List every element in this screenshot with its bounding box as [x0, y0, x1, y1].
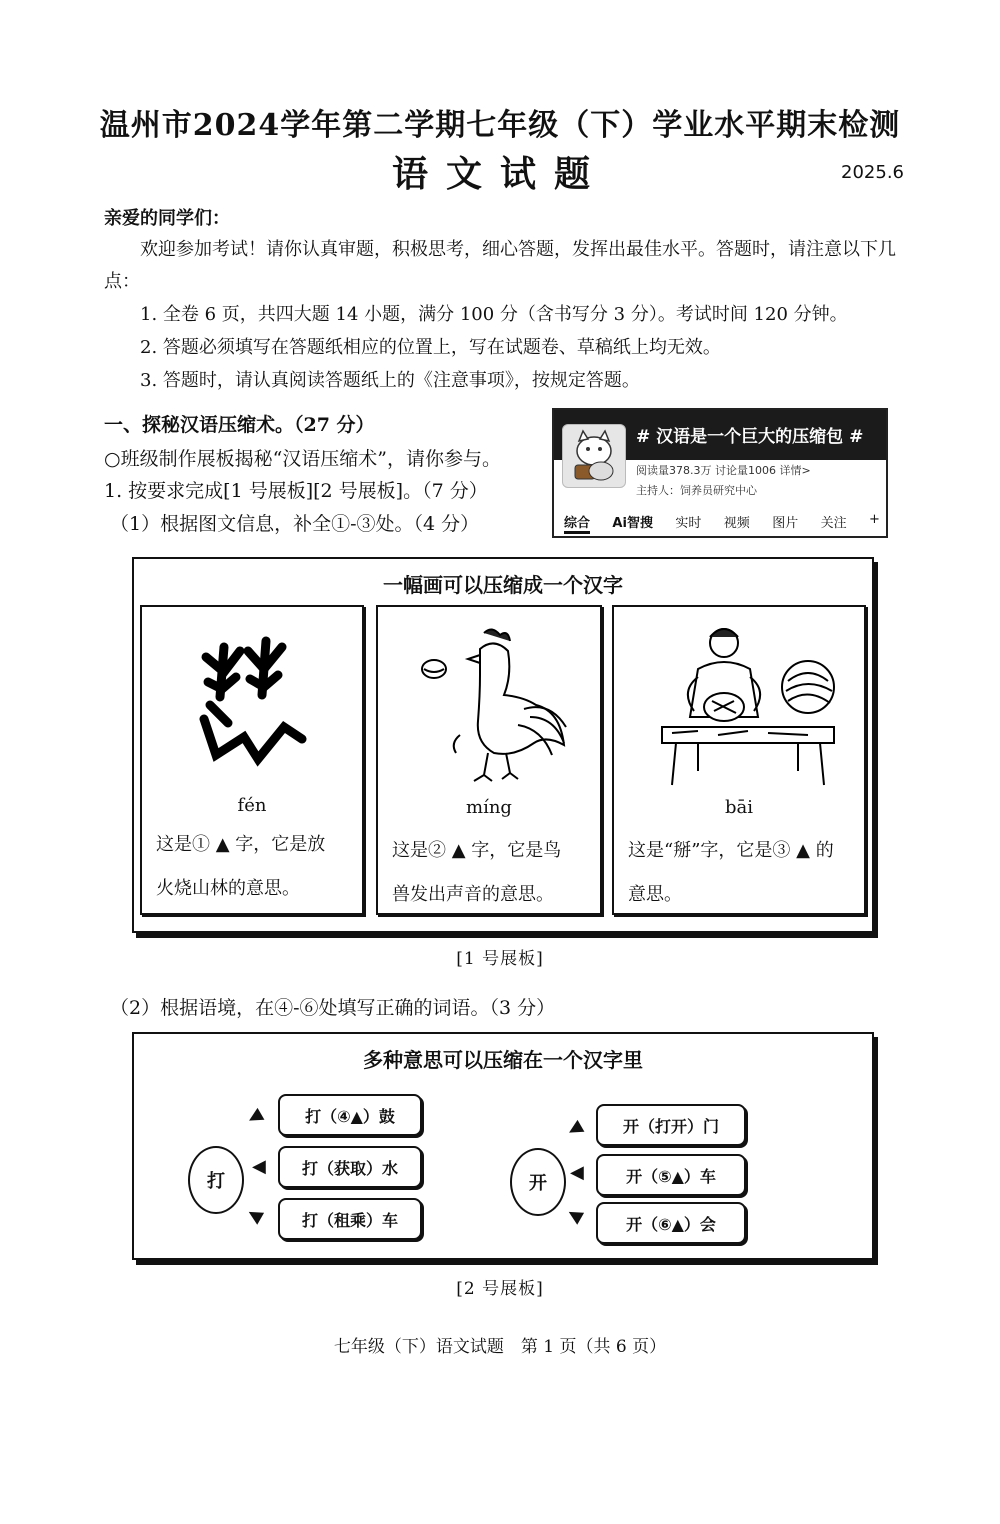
panel-fen-line1: 这是① ▲ 字，它是放: [156, 834, 326, 855]
question-1-2: （2）根据语境，在④-⑥处填写正确的词语。（3 分）: [110, 997, 556, 1019]
page-footer: 七年级（下）语文试题 第 1 页（共 6 页）: [333, 1337, 667, 1357]
arrow-icon: ◀: [563, 1202, 587, 1228]
tab-comprehensive[interactable]: 综合: [564, 516, 591, 531]
topic-tabs: [564, 512, 880, 531]
topic-tag[interactable]: # 汉语是一个巨大的压缩包 #: [636, 427, 864, 447]
active-tab-underline: [564, 531, 590, 534]
da-item-1: 打（④▲）鼓: [278, 1094, 422, 1136]
pinyin-fen: fén: [237, 795, 267, 816]
man-splitting-melon-icon: [658, 621, 838, 791]
greeting: 亲爱的同学们：: [104, 208, 230, 229]
panel-bai-line1: 这是“掰”字，它是③ ▲ 的: [628, 840, 834, 861]
panel-ming-line2: 兽发出声音的意思。: [392, 884, 554, 905]
arrow-icon: ◀: [563, 1116, 586, 1142]
question-1: 1. 按要求完成[1 号展板][2 号展板]。（7 分）: [104, 480, 488, 502]
panel-ming-line1: 这是② ▲ 字，它是鸟: [392, 840, 562, 861]
char-kai-circle: 开: [510, 1148, 566, 1216]
question-1-1: （1）根据图文信息，补全①-③处。（4 分）: [110, 513, 480, 535]
exam-title: 温州市2024学年第二学期七年级（下）学业水平期末检测: [99, 108, 901, 143]
oracle-bone-fen-icon: [192, 627, 312, 777]
exam-subtitle: 语文试题: [391, 153, 608, 195]
panel-ming: [376, 605, 602, 915]
da-item-2: 打（获取）水: [278, 1146, 422, 1188]
board-2-title: 多种意思可以压缩在一个汉字里: [363, 1048, 643, 1072]
panel-bai: [612, 605, 866, 915]
panel-fen-line2: 火烧山林的意思。: [156, 878, 300, 899]
exam-date: 2025.6: [841, 162, 904, 183]
topic-host: 主持人：饲养员研究中心: [636, 484, 757, 497]
intro-paragraph: 欢迎参加考试！请你认真审题，积极思考，细心答题，发挥出最佳水平。答题时，请注意以下几点：: [104, 239, 896, 292]
panel-fen: [140, 605, 364, 915]
tab-video[interactable]: 视频: [723, 516, 750, 531]
note-3: 3. 答题时，请认真阅读答题纸上的《注意事项》，按规定答题。: [140, 370, 640, 391]
note-1: 1. 全卷 6 页，共四大题 14 小题，满分 100 分（含书写分 3 分）。考试时间 120 分钟。: [140, 304, 848, 325]
board-1-title: 一幅画可以压缩成一个汉字: [383, 573, 623, 597]
tab-images[interactable]: 图片: [772, 516, 799, 531]
note-2: 2. 答题必须填写在答题纸相应的位置上，写在试题卷、草稿纸上均无效。: [140, 337, 721, 358]
cartoon-avatar-icon: [563, 425, 625, 487]
tab-realtime[interactable]: 实时: [675, 516, 702, 531]
tab-ai-search[interactable]: Ai智搜: [612, 516, 653, 531]
kai-item-3: 开（⑥▲）会: [596, 1202, 746, 1244]
pinyin-ming: míng: [466, 797, 512, 818]
pinyin-bai: bāi: [724, 797, 753, 818]
tab-add-icon[interactable]: +: [869, 512, 880, 527]
arrow-icon: ◀: [243, 1202, 267, 1228]
char-da-circle: 打: [188, 1146, 244, 1214]
weibo-topic-card: [552, 408, 888, 538]
topic-stats: 阅读量378.3万 讨论量1006 详情>: [636, 464, 811, 477]
da-item-3: 打（租乘）车: [278, 1198, 422, 1240]
board-2-caption: [2 号展板]: [456, 1279, 544, 1299]
panel-bai-line2: 意思。: [628, 884, 682, 905]
rooster-crowing-icon: [414, 625, 574, 787]
kai-item-1: 开（打开）门: [596, 1104, 746, 1146]
section-heading: 一、探秘汉语压缩术。（27 分）: [104, 414, 375, 436]
section-lead: ○班级制作展板揭秘“汉语压缩术”，请你参与。: [104, 448, 502, 470]
arrow-icon: ◀: [252, 1156, 266, 1177]
arrow-icon: ◀: [243, 1104, 266, 1130]
kai-item-2: 开（⑤▲）车: [596, 1154, 746, 1196]
arrow-icon: ◀: [570, 1162, 584, 1183]
board-1-caption: [1 号展板]: [456, 949, 544, 969]
tab-follow[interactable]: 关注: [820, 516, 847, 531]
board-2: [132, 1032, 874, 1260]
avatar: [562, 424, 626, 488]
